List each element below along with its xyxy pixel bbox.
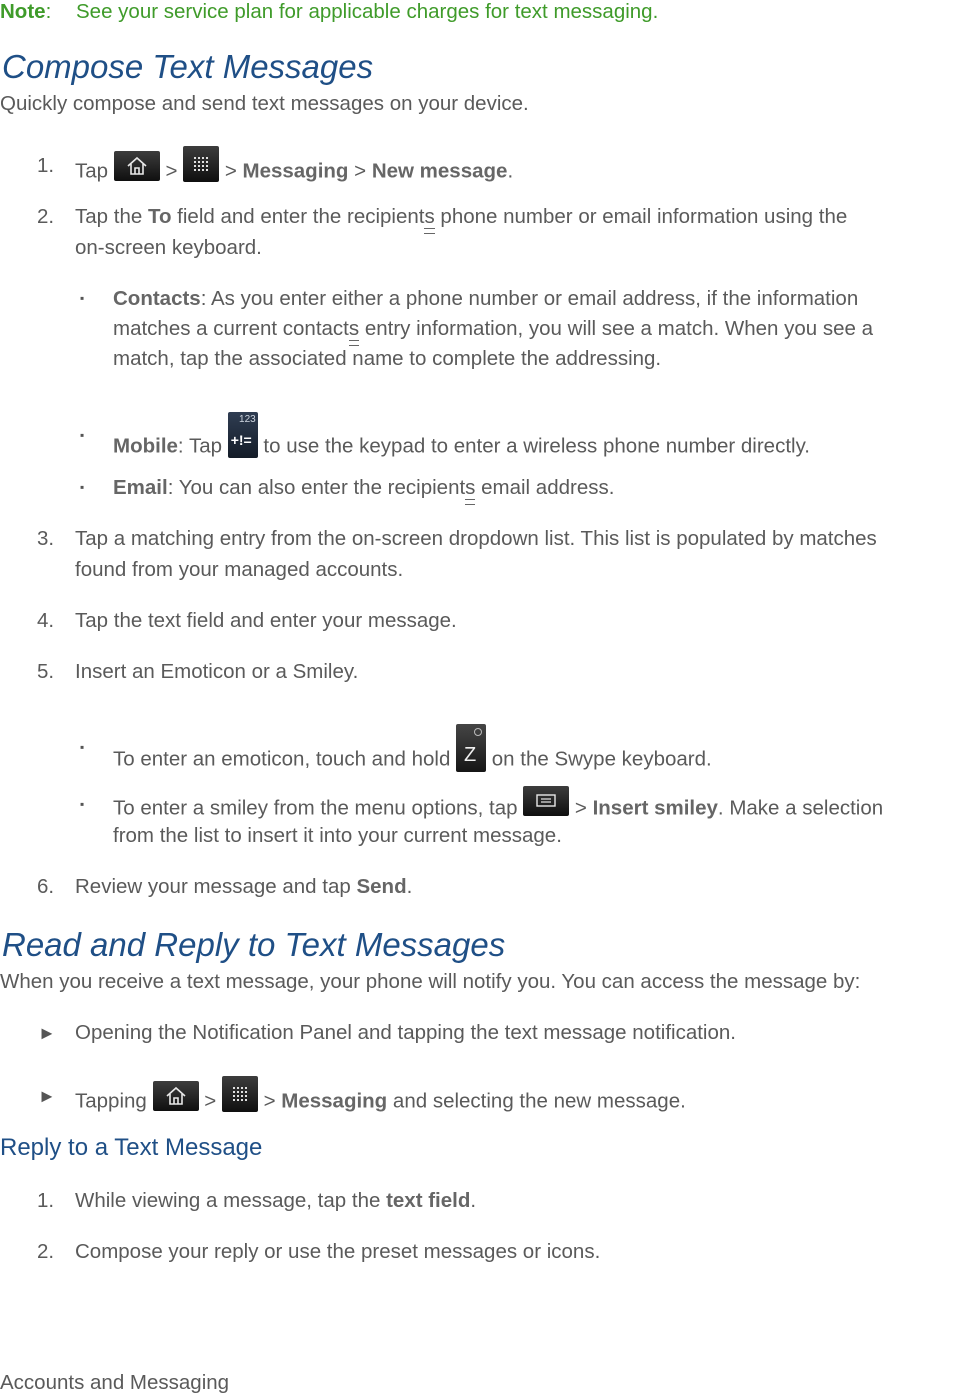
note-label: Note [0, 0, 46, 23]
note-line [0, 0, 659, 24]
smiley-bullet: ▪ To enter a smiley from the menu options, tap > Insert smiley. Make a selection from the list to insert it into your current message. [0, 787, 974, 849]
contacts-bullet: ▪ Contacts: As you enter either a phone number or email address, if the information matches a current contacts entry information, you will see a match. When you see a match, tap the associated name to complete the addressing. [80, 287, 874, 370]
home-icon [114, 151, 160, 181]
square-bullet: ▪ [80, 797, 85, 811]
page-footer: Accounts and Messaging [0, 1371, 230, 1394]
insert-smiley-label: Insert smiley [592, 796, 718, 820]
keypad-icon: 123 +!= [228, 412, 258, 458]
step-number: 6. [37, 875, 55, 898]
compose-step-2: 2. Tap the To field and enter the recipients phone number or email information using the on-screen keyboard. [37, 205, 848, 259]
read-heading: Read and Reply to Text Messages [2, 926, 506, 963]
mobile-bullet: ▪ Mobile: Tap 123 +!= to use the keypad to enter a wireless phone number directly. [80, 414, 810, 458]
square-bullet: ▪ [80, 480, 85, 494]
email-label: Email [113, 476, 168, 499]
square-bullet: ▪ [80, 428, 85, 442]
step-number: 1. [37, 154, 55, 177]
compose-step-6: 6. Review your message and tap Send. [37, 875, 413, 898]
reply-step-1: 1. While viewing a message, tap the text field. [37, 1189, 477, 1212]
compose-step-4: 4. Tap the text field and enter your message. [37, 609, 457, 632]
apps-icon [222, 1076, 258, 1112]
read-bullet-1: ► Opening the Notification Panel and tapping the text message notification. [38, 1021, 736, 1044]
square-bullet: ▪ [80, 291, 85, 305]
reply-heading: Reply to a Text Message [0, 1134, 263, 1161]
home-icon [153, 1081, 199, 1111]
step-number: 5. [37, 660, 55, 683]
send-label: Send [356, 875, 407, 898]
arrow-bullet: ► [38, 1086, 56, 1106]
reply-step-2: 2. Compose your reply or use the preset messages or icons. [37, 1240, 601, 1263]
contacts-label: Contacts [113, 287, 201, 310]
new-message-label: New message [371, 159, 508, 183]
mobile-label: Mobile [113, 434, 178, 458]
step-number: 2. [37, 1240, 55, 1263]
menu-icon [523, 786, 569, 816]
text-field-label: text field [386, 1189, 471, 1212]
to-field-label: To [147, 205, 172, 228]
email-bullet: ▪ Email: You can also enter the recipients email address. [80, 476, 615, 499]
step-number: 2. [37, 205, 55, 228]
note-colon: : [45, 0, 52, 23]
compose-step-3: 3. Tap a matching entry from the on-screen dropdown list. This list is populated by matches found from your managed accounts. [37, 527, 877, 581]
note-text: See your service plan for applicable charges for text messaging. [76, 0, 659, 23]
read-intro: When you receive a text message, your phone will notify you. You can access the message by: [0, 970, 861, 993]
swype-z-icon: Z [456, 724, 486, 772]
emoticon-bullet: ▪ To enter an emoticon, touch and hold Z on the Swype keyboard. [0, 708, 974, 760]
compose-heading: Compose Text Messages [2, 48, 374, 85]
read-bullet-2: ► Tapping > > Messaging and selecting the new message. [0, 1070, 974, 1110]
step-number: 4. [37, 609, 55, 632]
apps-icon [183, 146, 219, 182]
messaging-label: Messaging [281, 1089, 388, 1113]
compose-step-5: 5. Insert an Emoticon or a Smiley. [37, 660, 359, 683]
square-bullet: ▪ [80, 740, 85, 754]
arrow-bullet: ► [38, 1023, 56, 1043]
step-text: Tap [75, 159, 114, 183]
step-number: 1. [37, 1189, 55, 1212]
compose-intro: Quickly compose and send text messages on your device. [0, 92, 529, 115]
compose-step-1: 1. Tap > > Messaging > New message. [0, 142, 974, 182]
step-number: 3. [37, 527, 55, 550]
messaging-label: Messaging [242, 159, 349, 183]
